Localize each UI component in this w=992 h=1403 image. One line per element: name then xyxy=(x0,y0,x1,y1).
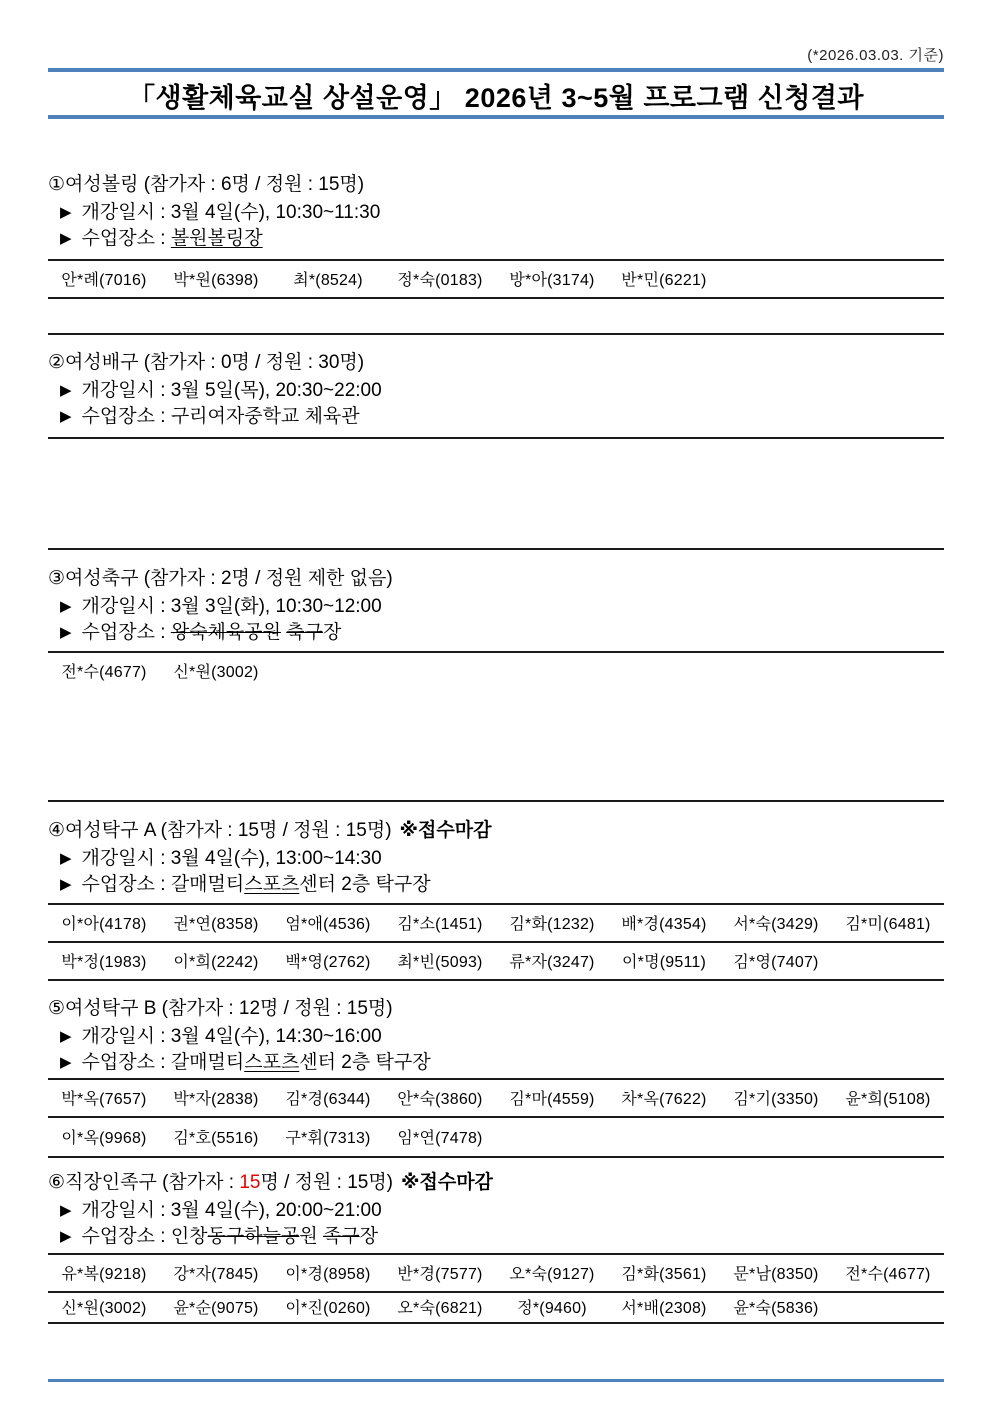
section-title-text: ⑤여성탁구 B (참가자 : 12명 / 정원 : 15명) xyxy=(48,998,393,1019)
divider xyxy=(48,548,944,550)
participant-name: 김*기(3350) xyxy=(733,1090,819,1108)
schedule-line xyxy=(60,1198,944,1224)
bullet-icon: ▶ xyxy=(60,408,72,425)
bullet-icon: ▶ xyxy=(60,876,72,893)
bullet-icon: ▶ xyxy=(60,850,72,867)
participant-name: 김*호(5516) xyxy=(173,1129,259,1147)
closed-badge: ※접수마감 xyxy=(399,820,492,841)
participant-name: 정*숙(0183) xyxy=(397,271,483,289)
participant-name: 박*정(1983) xyxy=(61,953,147,971)
participant-name: 반*경(7577) xyxy=(397,1265,483,1283)
divider xyxy=(48,333,944,335)
participant-name: 안*숙(3860) xyxy=(397,1090,483,1108)
participant-name: 안*례(7016) xyxy=(61,271,147,289)
participants-row xyxy=(48,259,944,297)
venue-name: 원 xyxy=(299,1226,323,1247)
section-title-soccer xyxy=(48,566,944,592)
venue-label: 수업장소 : xyxy=(81,1226,171,1247)
participant-name: 이*경(8958) xyxy=(285,1265,371,1283)
section-title-bowling xyxy=(48,172,944,198)
venue-label: 수업장소 : xyxy=(81,406,171,427)
participants-row xyxy=(48,941,944,979)
participants-row xyxy=(48,1078,944,1116)
participant-name: 문*남(8350) xyxy=(733,1265,819,1283)
venue-label: 수업장소 : xyxy=(81,622,171,643)
bullet-icon: ▶ xyxy=(60,204,72,221)
venue-name: 왕숙체육공원 xyxy=(170,622,281,643)
participant-name: 정*(9460) xyxy=(517,1300,587,1317)
bullet-icon: ▶ xyxy=(60,1054,72,1071)
venue-label: 수업장소 : xyxy=(81,1052,171,1073)
participant-name: 김*소(1451) xyxy=(397,915,483,933)
bullet-icon: ▶ xyxy=(60,382,72,399)
participant-name: 김*경(6344) xyxy=(285,1090,371,1108)
section-title-text: 명 / 정원 : 15명) xyxy=(260,1172,394,1193)
page-bottom-rule xyxy=(48,1379,944,1382)
venue-line xyxy=(60,226,944,252)
divider xyxy=(48,1156,944,1158)
divider xyxy=(48,437,944,439)
participant-name: 유*복(9218) xyxy=(61,1265,147,1283)
venue-name: 동구하늘공 xyxy=(207,1226,300,1247)
section-title-volleyball xyxy=(48,350,944,376)
venue-name: 구리여자중학교 체육관 xyxy=(170,406,360,427)
participants-row xyxy=(48,1291,944,1322)
divider xyxy=(48,1322,944,1324)
participant-name: 전*수(4677) xyxy=(845,1265,931,1283)
participant-name: 박*옥(7657) xyxy=(61,1090,147,1108)
reference-date: (*2026.03.03. 기준) xyxy=(807,47,944,64)
participant-name: 윤*숙(5836) xyxy=(733,1300,819,1317)
participant-name: 서*숙(3429) xyxy=(733,915,819,933)
section-title-text: ④여성탁구 A (참가자 : 15명 / 정원 : 15명) xyxy=(48,820,392,841)
divider xyxy=(48,297,944,299)
participant-name: 김*영(7407) xyxy=(733,953,819,971)
schedule-text: 개강일시 : 3월 4일(수), 20:00~21:00 xyxy=(81,1200,382,1221)
participant-name: 최*(8524) xyxy=(293,271,363,289)
participant-count-red: 15 xyxy=(239,1172,261,1193)
schedule-line xyxy=(60,378,944,404)
section-title-text: ③여성축구 (참가자 : 2명 / 정원 제한 없음) xyxy=(48,568,393,589)
schedule-text: 개강일시 : 3월 4일(수), 13:00~14:30 xyxy=(81,848,382,869)
schedule-text: 개강일시 : 3월 5일(목), 20:30~22:00 xyxy=(81,380,382,401)
participant-name: 최*빈(5093) xyxy=(397,953,483,971)
participant-name: 강*자(7845) xyxy=(173,1265,259,1283)
participant-name: 윤*순(9075) xyxy=(173,1300,259,1317)
bullet-icon: ▶ xyxy=(60,1228,72,1245)
schedule-line xyxy=(60,594,944,620)
participant-name: 전*수(4677) xyxy=(61,664,147,681)
venue-name: 장 xyxy=(359,1226,379,1247)
venue-name: 족구 xyxy=(322,1226,360,1247)
section-title-text: ①여성볼링 (참가자 : 6명 / 정원 : 15명) xyxy=(48,174,365,195)
participant-name: 구*휘(7313) xyxy=(285,1129,371,1147)
participant-name: 오*숙(6821) xyxy=(397,1300,483,1317)
participants-row xyxy=(48,903,944,941)
participant-name: 이*희(2242) xyxy=(173,953,259,971)
participants-row xyxy=(48,1116,944,1156)
venue-name: 센터 2층 탁구장 xyxy=(299,874,431,895)
bullet-icon: ▶ xyxy=(60,230,72,247)
participant-name: 이*진(0260) xyxy=(285,1300,371,1317)
section-title-footvolleyball xyxy=(48,1170,944,1196)
participant-name: 신*원(3002) xyxy=(173,664,259,681)
venue-name: 축구 xyxy=(286,622,323,643)
participant-name: 김*미(6481) xyxy=(845,915,931,933)
bullet-icon: ▶ xyxy=(60,1202,72,1219)
participant-name: 김*마(4559) xyxy=(509,1090,595,1108)
bullet-icon: ▶ xyxy=(60,624,72,641)
venue-name: 스포츠 xyxy=(244,1052,300,1073)
participant-name: 윤*희(5108) xyxy=(845,1090,931,1108)
participant-name: 방*아(3174) xyxy=(509,271,595,289)
schedule-text: 개강일시 : 3월 4일(수), 10:30~11:30 xyxy=(81,202,381,223)
participant-name: 오*숙(9127) xyxy=(509,1265,595,1283)
schedule-text: 개강일시 : 3월 3일(화), 10:30~12:00 xyxy=(81,596,382,617)
participant-name: 박*자(2838) xyxy=(173,1090,259,1108)
participant-name: 반*민(6221) xyxy=(621,271,707,289)
section-title-text: ⑥직장인족구 (참가자 : xyxy=(48,1172,240,1193)
venue-line xyxy=(60,404,944,430)
venue-name: 갈매멀티 xyxy=(170,1052,245,1073)
participants-row xyxy=(48,1253,944,1291)
schedule-line xyxy=(60,1024,944,1050)
divider xyxy=(48,979,944,981)
venue-name: 장 xyxy=(322,622,342,643)
venue-line xyxy=(60,1050,944,1076)
section-title-tabletennis-a xyxy=(48,818,944,844)
venue-line xyxy=(60,872,944,898)
page-title: 「생활체육교실 상설운영」 2026년 3~5월 프로그램 신청결과 xyxy=(127,83,864,113)
section-title-tabletennis-b xyxy=(48,996,944,1022)
divider xyxy=(48,800,944,802)
participants-row xyxy=(48,651,944,701)
schedule-line xyxy=(60,846,944,872)
title-top-rule xyxy=(48,68,944,72)
section-title-text: ②여성배구 (참가자 : 0명 / 정원 : 30명) xyxy=(48,352,365,373)
participant-name: 김*화(1232) xyxy=(509,915,595,933)
participant-name: 권*연(8358) xyxy=(173,915,259,933)
participant-name: 신*원(3002) xyxy=(61,1300,147,1317)
venue-line xyxy=(60,1224,944,1250)
venue-name: 갈매멀티 xyxy=(170,874,245,895)
venue-name: 인창 xyxy=(170,1226,208,1247)
participant-name: 이*아(4178) xyxy=(61,915,147,933)
schedule-line xyxy=(60,200,944,226)
participant-name: 백*영(2762) xyxy=(285,953,371,971)
schedule-text: 개강일시 : 3월 4일(수), 14:30~16:00 xyxy=(81,1026,382,1047)
title-bottom-rule xyxy=(48,115,944,119)
participant-name: 서*배(2308) xyxy=(621,1300,707,1317)
bullet-icon: ▶ xyxy=(60,598,72,615)
venue-name: 스포츠 xyxy=(244,874,300,895)
participant-name: 차*옥(7622) xyxy=(621,1090,707,1108)
participant-name: 엄*애(4536) xyxy=(285,915,371,933)
bullet-icon: ▶ xyxy=(60,1028,72,1045)
participant-name: 류*자(3247) xyxy=(509,953,595,971)
venue-label: 수업장소 : xyxy=(81,228,171,249)
participant-name: 박*원(6398) xyxy=(173,271,259,289)
participant-name: 이*명(9511) xyxy=(621,953,706,971)
venue-line xyxy=(60,620,944,646)
venue-name: 센터 2층 탁구장 xyxy=(299,1052,431,1073)
venue-name: 볼원볼링장 xyxy=(170,228,263,249)
venue-label: 수업장소 : xyxy=(81,874,171,895)
participant-name: 이*옥(9968) xyxy=(61,1129,147,1147)
participant-name: 임*연(7478) xyxy=(397,1129,483,1147)
participant-name: 배*경(4354) xyxy=(621,915,707,933)
participant-name: 김*화(3561) xyxy=(621,1265,707,1283)
closed-badge: ※접수마감 xyxy=(401,1172,493,1193)
